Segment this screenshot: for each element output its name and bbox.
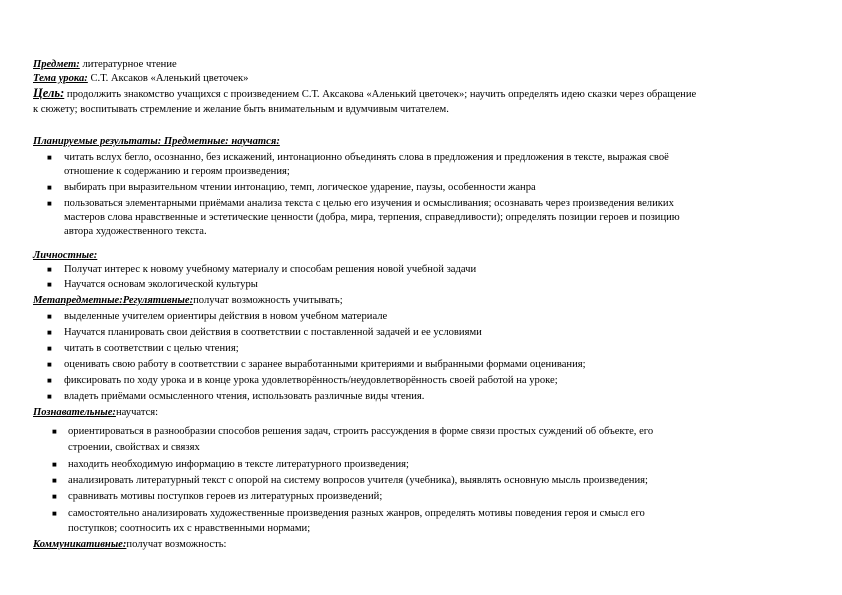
- goal-label: Цель:: [33, 86, 65, 100]
- regulatory-item-5: фиксировать по ходу урока и в конце урока удовлетворённость/неудовлетворённость своей работой на уроке;: [64, 375, 558, 386]
- regulatory-item-3: читать в соответствии с целью чтения;: [64, 343, 239, 354]
- regulatory-item-1: выделенные учителем ориентиры действия в новом учебном материале: [64, 311, 388, 322]
- goal-text-1: продолжить знакомство учащихся с произведением С.Т. Аксакова «Аленький цветочек»; научить определять идею сказки через обращение: [64, 89, 697, 100]
- cognitive-item-5-line-2: поступков; соотносить их с нравственными нормами;: [68, 523, 311, 534]
- bullet-icon: ■: [52, 476, 57, 485]
- bullet-icon: ■: [47, 183, 52, 192]
- regulatory-tail: получат возможность учитывать;: [193, 295, 343, 306]
- meta-regulatory-line: [33, 294, 343, 307]
- cognitive-line: [33, 406, 158, 419]
- subject-item-2-line-1: выбирать при выразительном чтении интонацию, темп, логическое ударение, паузы, особенности жанра: [64, 182, 536, 193]
- subject-line: [33, 58, 177, 71]
- cognitive-item-4: сравнивать мотивы поступков героев из литературных произведений;: [68, 491, 383, 502]
- topic-value: С.Т. Аксаков «Аленький цветочек»: [87, 73, 249, 84]
- subject-label: Предмет:: [33, 59, 80, 70]
- bullet-icon: ■: [47, 376, 52, 385]
- regulatory-item-2: Научатся планировать свои действия в соответствии с поставленной задачей и ее условиями: [64, 327, 482, 338]
- bullet-icon: ■: [52, 460, 57, 469]
- personal-item-2: Научатся основам экологической культуры: [64, 279, 258, 290]
- bullet-icon: ■: [47, 265, 52, 274]
- regulatory-item-4: оценивать свою работу в соответствии с заранее выработанными критериями и выбранными формами оценивания;: [64, 359, 586, 370]
- topic-line: [33, 72, 248, 85]
- bullet-icon: ■: [47, 153, 52, 162]
- subject-item-3-line-1: пользоваться элементарными приёмами анализа текста с целью его изучения и осмысливания; осознавать через произведения великих: [64, 198, 674, 209]
- goal-line: [33, 87, 696, 101]
- cognitive-item-2: находить необходимую информацию в тексте литературного произведения;: [68, 459, 409, 470]
- bullet-icon: ■: [47, 328, 52, 337]
- regulatory-heading: Регулятивные:: [122, 295, 194, 306]
- bullet-icon: ■: [47, 360, 52, 369]
- meta-heading: Метапредметные:: [33, 295, 123, 306]
- bullet-icon: ■: [52, 509, 57, 518]
- subject-item-1-line-2: отношение к содержанию и героям произведения;: [64, 166, 290, 177]
- subject-item-1-line-1: читать вслух бегло, осознанно, без искажений, интонационно объединять слова в предложения и предложения в тексте, выражая своё: [64, 152, 669, 163]
- personal-item-1: Получат интерес к новому учебному материалу и способам решения новой учебной задачи: [64, 264, 477, 275]
- communicative-heading: Коммуникативные:: [33, 539, 127, 550]
- bullet-icon: ■: [47, 344, 52, 353]
- regulatory-item-6: владеть приёмами осмысленного чтения, использовать различные виды чтения.: [64, 391, 425, 402]
- communicative-tail: получат возможность:: [126, 539, 227, 550]
- communicative-line: [33, 538, 227, 551]
- bullet-icon: ■: [47, 280, 52, 289]
- results-heading: Планируемые результаты: Предметные: научатся:: [33, 136, 280, 147]
- subject-value: литературное чтение: [79, 59, 177, 70]
- bullet-icon: ■: [52, 427, 57, 436]
- bullet-icon: ■: [52, 492, 57, 501]
- personal-heading: Личностные:: [33, 250, 98, 261]
- cognitive-item-3: анализировать литературный текст с опорой на систему вопросов учителя (учебника), выявлять основную мысль произведения;: [68, 475, 648, 486]
- cognitive-item-1-line-2: строении, свойствах и связях: [68, 442, 200, 453]
- cognitive-item-5-line-1: самостоятельно анализировать художественные произведения разных жанров, определять мотивы поведения героя и смысл его: [68, 508, 645, 519]
- bullet-icon: ■: [47, 312, 52, 321]
- cognitive-item-1-line-1: ориентироваться в разнообразии способов решения задач, строить рассуждения в форме связи простых суждений об объекте, его: [68, 426, 654, 437]
- cognitive-tail: научатся:: [115, 407, 159, 418]
- cognitive-heading: Познавательные:: [33, 407, 116, 418]
- goal-text-2: к сюжету; воспитывать стремление и желание быть внимательным и вдумчивым читателем.: [33, 104, 449, 115]
- subject-item-3-line-2: мастеров слова нравственные и эстетические ценности (добра, мира, терпения, справедливости); определять позиции героев и позицию: [64, 212, 680, 223]
- subject-item-3-line-3: автора художественного текста.: [64, 226, 207, 237]
- topic-label: Тема урока:: [33, 73, 88, 84]
- bullet-icon: ■: [47, 392, 52, 401]
- bullet-icon: ■: [47, 199, 52, 208]
